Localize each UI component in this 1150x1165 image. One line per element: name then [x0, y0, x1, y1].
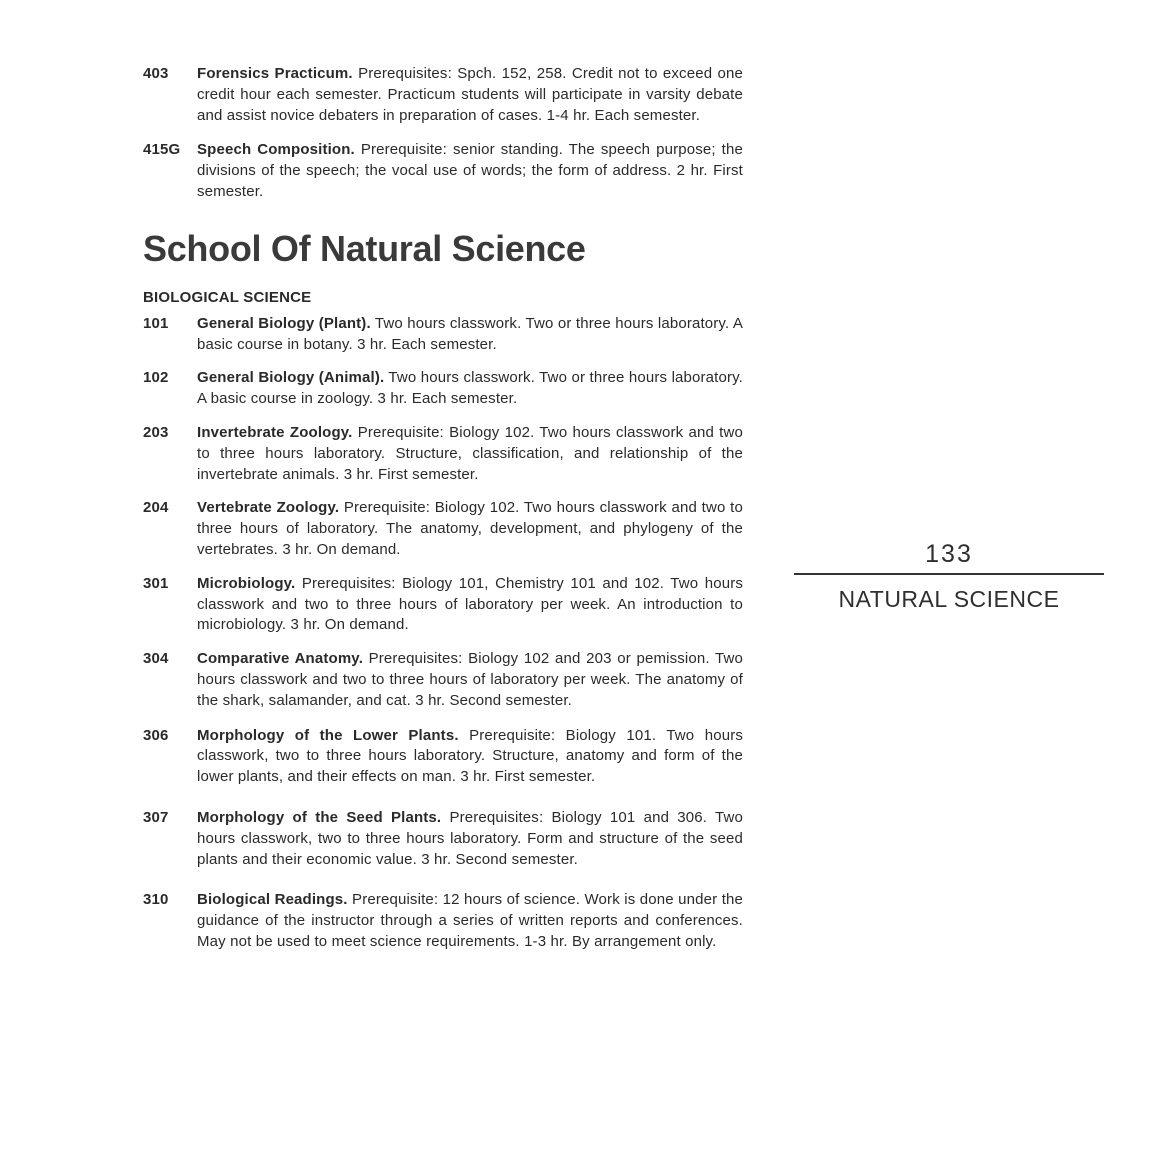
course-description: Prerequisite: senior standing. The speech purpose; the divisions of the speech; the vocal use of words; the form of address. 2 hr. First semester.	[197, 141, 743, 200]
course-number: 310	[143, 891, 169, 909]
school-title: School Of Natural Science	[143, 227, 586, 269]
course-entry	[143, 498, 743, 560]
course-title: Microbiology.	[197, 574, 296, 592]
course-title: Vertebrate Zoology.	[197, 499, 340, 517]
divider	[794, 573, 1104, 575]
course-description: Prerequisite: Biology 101. Two hours classwork, two to three hours laboratory. Structure, anatomy and form of the lower plants, and their effects on man. 3 hr. First semester.	[197, 726, 743, 786]
course-number: 306	[143, 726, 169, 744]
main-column	[143, 64, 743, 953]
course-number: 101	[143, 314, 169, 332]
course-entry	[143, 808, 743, 870]
course-entry	[143, 890, 743, 952]
course-description: Prerequisite: 12 hours of science. Work is done under the guidance of the instructor through a series of written reports and conferences. May not be used to meet science requirements. 1-3 hr. By arrangement only.	[197, 891, 744, 950]
course-title: Morphology of the Seed Plants.	[197, 808, 442, 826]
course-title: Forensics Practicum.	[197, 65, 353, 82]
course-number: 301	[143, 574, 169, 592]
department-heading: BIOLOGICAL SCIENCE	[143, 288, 312, 306]
course-description: Prerequisites: Biology 101 and 306. Two hours classwork, two to three hours laboratory. Form and structure of the seed plants and their economic value. 3 hr. Second semester.	[197, 808, 743, 868]
course-number: 204	[143, 499, 169, 517]
course-entry	[143, 314, 743, 356]
course-title: Speech Composition.	[197, 141, 355, 159]
course-title: Invertebrate Zoology.	[197, 423, 353, 441]
course-number: 203	[143, 423, 169, 441]
course-entry	[143, 368, 743, 410]
course-entry	[143, 726, 743, 788]
course-description: Prerequisites: Biology 102 and 203 or pemission. Two hours classwork and two to three hours of laboratory per week. The anatomy of the shark, salamander, and cat. 3 hr. Second semester.	[197, 650, 743, 709]
course-entry	[143, 649, 743, 711]
course-entry	[143, 574, 743, 636]
course-entry	[143, 140, 743, 202]
course-number: 102	[143, 369, 169, 387]
course-description: Prerequisites: Spch. 152, 258. Credit not to exceed one credit hour each semester. Practicum students will participate in varsity debate and assist novice debaters in preparation of cases. 1-4 hr. Each semester.	[197, 65, 743, 124]
course-description: Two hours classwork. Two or three hours laboratory. A basic course in botany. 3 hr. Each semester.	[197, 314, 743, 353]
course-title: General Biology (Animal).	[197, 369, 385, 387]
section-label: NATURAL SCIENCE	[838, 586, 1060, 612]
course-title: Biological Readings.	[197, 891, 348, 909]
course-description: Two hours classwork. Two or three hours laboratory. A basic course in zoology. 3 hr. Each semester.	[197, 369, 743, 408]
course-entry	[143, 64, 743, 126]
course-title: General Biology (Plant).	[197, 314, 371, 332]
course-entry	[143, 423, 743, 485]
course-description: Prerequisite: Biology 102. Two hours classwork and two to three hours of laboratory. The anatomy, development, and phylogeny of the vertebrates. 3 hr. On demand.	[197, 499, 743, 558]
course-number: 403	[143, 65, 169, 82]
page-number: 133	[925, 540, 973, 568]
course-number: 304	[143, 650, 169, 668]
course-description: Prerequisite: Biology 102. Two hours classwork and two to three hours laboratory. Structure, classification, and relationship of the invertebrate animals. 3 hr. First semester.	[197, 423, 743, 483]
course-number: 415G	[143, 141, 181, 159]
course-title: Morphology of the Lower Plants.	[197, 726, 459, 744]
course-description: Prerequisites: Biology 101, Chemistry 101 and 102. Two hours classwork and two to three hours of laboratory per week. An introduction to microbiology. 3 hr. On demand.	[197, 574, 743, 634]
course-title: Comparative Anatomy.	[197, 650, 364, 668]
course-number: 307	[143, 808, 169, 826]
